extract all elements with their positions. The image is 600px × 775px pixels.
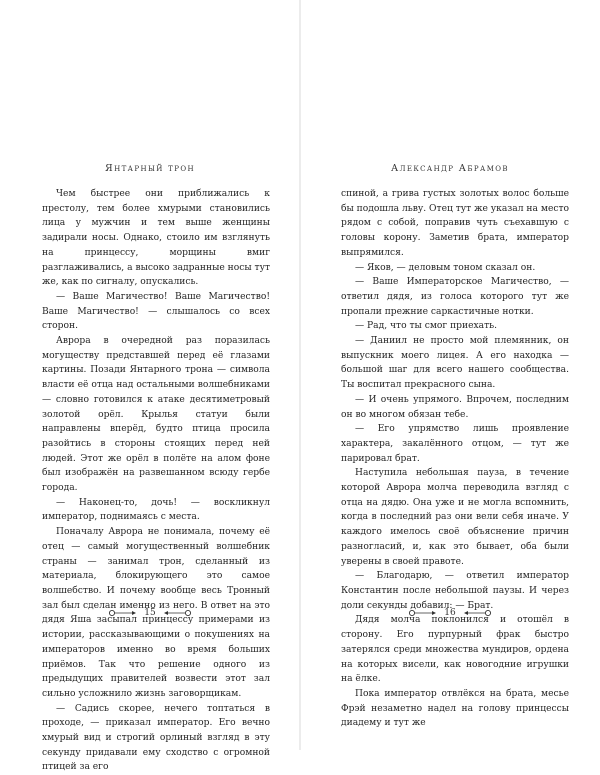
body-text: [341, 187, 569, 731]
paragraph: — Ваше Магичество! Ваше Магичество! Ваше Магичество! — слышалось со всех сторон.: [42, 291, 270, 332]
paragraph: — Ваше Императорское Магичество, — ответил дядя, из голоса которого тут же пропали прежние саркастичные нотки.: [341, 277, 569, 317]
paragraph: — И очень упрямого. Впрочем, последним он во многом обязан тебе.: [341, 394, 569, 420]
paragraph: — Яков, — деловым тоном сказал он.: [355, 262, 536, 273]
paragraph: — Наконец-то, дочь! — воскликнул император, поднимаясь с места.: [42, 497, 270, 523]
paragraph: — Садись скорее, нечего топтаться в проходе, — приказал император. Его вечно хмурый вид и строгий орлиный взгляд в эту секунду придавали ему сходство с огромной птицей за его: [42, 703, 270, 773]
paragraph: Наступила небольшая пауза, в течение которой Аврора молча переводила взгляд с отца на дядю. Она уже и не могла вспомнить, когда в последний раз они вели себя иначе. У каждого имелось своё объяснение причин разногласий, и, как это бывает, оба были уверены в своей правоте.: [341, 468, 569, 567]
left-page: [0, 0, 300, 773]
scroll-flourish-icon: [162, 609, 192, 617]
paragraph: — Даниил не просто мой племянник, он выпускник моего лицея. А его находка — большой шаг для всего нашего сообщества. Ты воспитал прекрасного сына.: [341, 336, 569, 391]
paragraph: — Его упрямство лишь проявление характера, закалённого отцом, — тут же парировал брат.: [341, 424, 569, 464]
paragraph: спиной, а грива густых золотых волос больше бы подошла льву. Отец тут же указал на место рядом с собой, поправив чуть съехавшую с головы корону. Заметив брата, император выпрямился.: [341, 189, 569, 258]
running-header: Янтарный трон: [105, 163, 195, 174]
scroll-flourish-icon: [408, 609, 438, 617]
page-number: 15: [144, 608, 156, 618]
right-page: [300, 0, 600, 750]
paragraph: Чем быстрее они приближались к престолу, тем более хмурыми становились лица у мужчин и тем выше женщины задирали носы. Однако, стоило им взглянуть на принцессу, морщины вмиг разглаживались, а высоко задранные носы тут же, как по сигналу, опускались.: [42, 189, 270, 288]
paragraph: Пока император отвлёкся на брата, месье Фрэй незаметно надел на голову принцессы диадему и тут же: [341, 688, 569, 729]
paragraph: Поначалу Аврора не понимала, почему её отец — самый могущественный волшебник страны — занимал трон, сделанный из материала, блокирующего это самое волшебство. И почему вообще весь Тронный зал был сделан именно из него. В ответ на это дядя Яша засыпал принцессу примерами из истории, рассказывающими о покушениях на императоров именно во время больших приёмов. Так что решение одного из предыдущих правителей возвести этот зал сильно усложнило жизнь заговорщикам.: [42, 527, 270, 699]
page-number-footer: [300, 608, 600, 618]
page-number: 16: [444, 608, 456, 618]
page-number-footer: [0, 608, 300, 618]
paragraph: Аврора в очередной раз поразилась могуществу представшей перед её глазами картины. Позади Янтарного трона — символа власти её отца над остальными волшебниками — словно готовился к атаке десятиметровый золотой орёл. Крылья статуи были направлены вперёд, будто птица просила разойтись в стороны стоящих перед ней людей. Этот же орёл в полёте на алом фоне был изображён на развешанном всюду гербе города.: [42, 336, 270, 494]
paragraph: — Рад, что ты смог приехать.: [355, 321, 498, 332]
body-text: [42, 187, 270, 775]
paragraph: Дядя молча поклонился и отошёл в сторону. Его пурпурный фрак быстро затерялся среди множества мундиров, ордена на которых висели, как новогодние игрушки на ёлке.: [341, 615, 569, 685]
scroll-flourish-icon: [108, 609, 138, 617]
scroll-flourish-icon: [462, 609, 492, 617]
paragraph: — Благодарю, — ответил император Константин после небольшой паузы. И через доли секунды добавил: — Брат.: [341, 571, 569, 611]
running-header: Александр Абрамов: [391, 163, 509, 174]
